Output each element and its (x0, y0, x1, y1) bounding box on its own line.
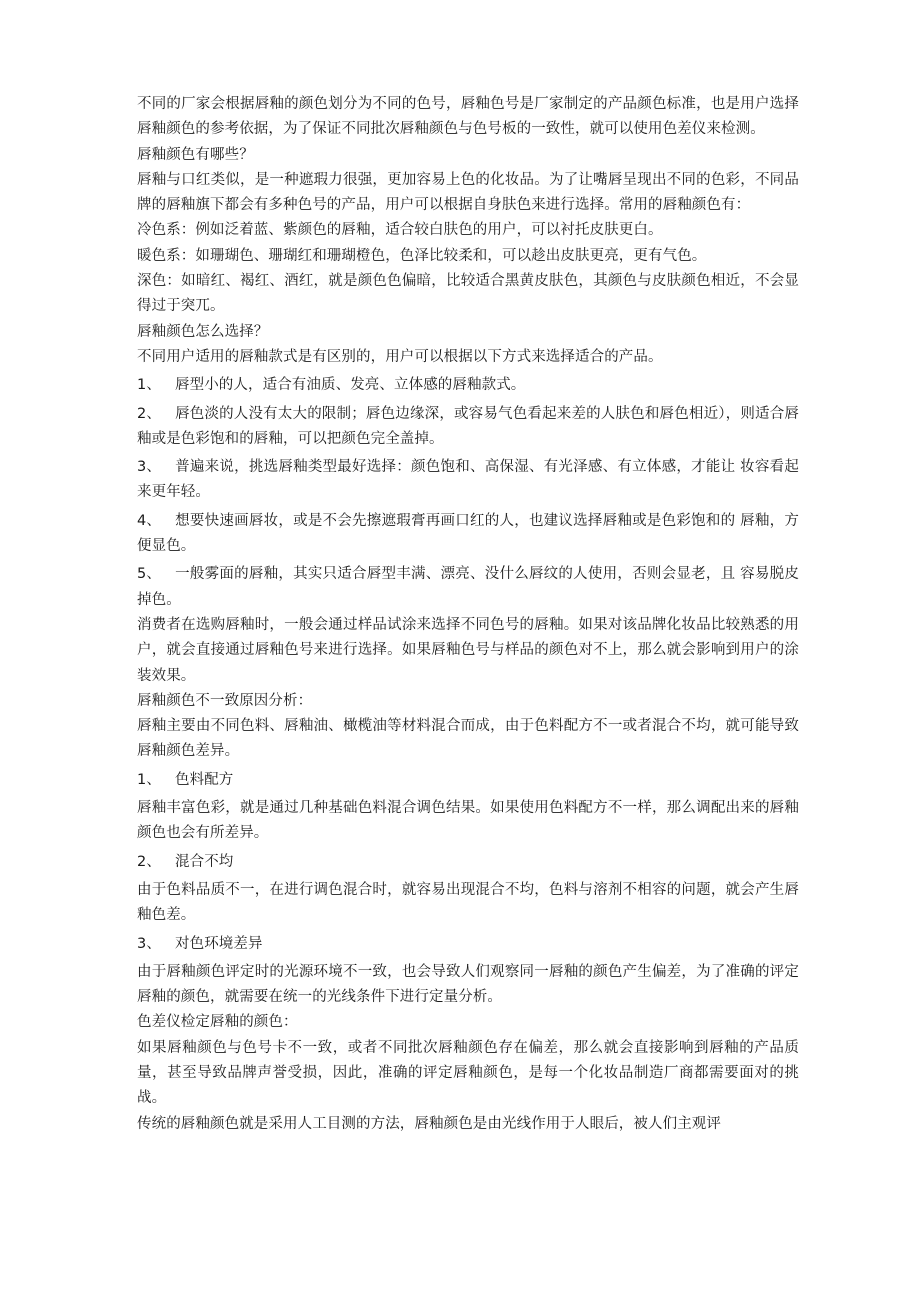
list-number: 4、 (137, 512, 161, 529)
list-number: 3、 (137, 459, 161, 476)
document-body (137, 92, 799, 1137)
paragraph-colorimeter: 如果唇釉颜色与色号卡不一致，或者不同批次唇釉颜色存在偏差，那么就会直接影响到唇釉的产品质量，甚至导致品牌声誉受损，因此，准确的评定唇釉颜色，是每一个化妆品制造厂商都需要面对的挑战。 (137, 1039, 799, 1107)
list-number: 5、 (137, 566, 161, 583)
heading-how-to-choose: 唇釉颜色怎么选择？ (137, 323, 269, 340)
list-text: 一般雾面的唇釉，其实只适合唇型丰满、漂亮、没什么唇纹的人使用，否则会显老，且 容易脱皮掉色。 (137, 566, 799, 608)
section-number: 3、 (137, 935, 161, 952)
section-title (137, 932, 799, 957)
heading-colors: 唇釉颜色有哪些？ (137, 146, 254, 163)
paragraph-cool-colors: 冷色系：例如泛着蓝、紫颜色的唇釉，适合较白肤色的用户，可以衬托皮肤更白。 (137, 222, 663, 239)
paragraph-choose-intro: 不同用户适用的唇釉款式是有区别的，用户可以根据以下方式来选择适合的产品。 (137, 348, 663, 365)
section-title-text: 色料配方 (175, 771, 234, 788)
list-item (137, 562, 799, 613)
section-number: 1、 (137, 771, 161, 788)
list-number: 1、 (137, 377, 161, 394)
paragraph-intro: 不同的厂家会根据唇釉的颜色划分为不同的色号，唇釉色号是厂家制定的产品颜色标准，也是用户选择唇釉颜色的参考依据，为了保证不同批次唇釉颜色与色号板的一致性，就可以使用色差仪来检测。 (137, 96, 799, 138)
section-text: 由于唇釉颜色评定时的光源环境不一致，也会导致人们观察同一唇釉的颜色产生偏差，为了准确的评定唇釉的颜色，就需要在统一的光线条件下进行定量分析。 (137, 963, 799, 1006)
section-text: 由于色料品质不一，在进行调色混合时，就容易出现混合不均，色料与溶剂不相容的问题，就会产生唇釉色差。 (137, 881, 799, 924)
section-number: 2、 (137, 853, 161, 870)
paragraph-colors-intro: 唇釉与口红类似，是一种遮瑕力很强，更加容易上色的化妆品。为了让嘴唇呈现出不同的色彩，不同品牌的唇釉旗下都会有多种色号的产品，用户可以根据自身肤色来进行选择。常用的唇釉颜色有： (137, 171, 799, 214)
heading-causes: 唇釉颜色不一致原因分析： (137, 692, 313, 709)
list-text: 唇型小的人，适合有油质、发亮、立体感的唇釉款式。 (175, 377, 526, 394)
section-title-text: 对色环境差异 (175, 935, 263, 952)
section-title (137, 768, 799, 793)
paragraph-dark-colors: 深色：如暗红、褐红、酒红，就是颜色色偏暗，比较适合黑黄皮肤色，其颜色与皮肤颜色相近，不会显得过于突兀。 (137, 273, 799, 315)
paragraph-consumer: 消费者在选购唇釉时，一般会通过样品试涂来选择不同色号的唇釉。如果对该品牌化妆品比较熟悉的用户，就会直接通过唇釉色号来进行选择。如果唇釉色号与样品的颜色对不上，那么就会影响到用户的涂装效果。 (137, 616, 799, 684)
section-text: 唇釉丰富色彩，就是通过几种基础色料混合调色结果。如果使用色料配方不一样，那么调配出来的唇釉颜色也会有所差异。 (137, 800, 799, 842)
list-item (137, 455, 799, 506)
list-text: 想要快速画唇妆，或是不会先擦遮瑕膏再画口红的人，也建议选择唇釉或是色彩饱和的 唇釉，方便显色。 (137, 512, 799, 555)
heading-colorimeter: 色差仪检定唇釉的颜色： (137, 1014, 298, 1031)
list-item (137, 402, 799, 453)
paragraph-causes-intro: 唇釉主要由不同色料、唇釉油、橄榄油等材料混合而成，由于色料配方不一或者混合不均，就可能导致唇釉颜色差异。 (137, 718, 799, 760)
list-text: 普遍来说，挑选唇釉类型最好选择：颜色饱和、高保湿、有光泽感、有立体感，才能让 妆容看起来更年轻。 (137, 459, 799, 501)
list-item (137, 373, 799, 398)
list-number: 2、 (137, 405, 161, 422)
section-title (137, 850, 799, 875)
list-text: 唇色淡的人没有太大的限制；唇色边缘深，或容易气色看起来差的人肤色和唇色相近），则适合唇釉或是色彩饱和的唇釉，可以把颜色完全盖掉。 (137, 405, 799, 447)
section-title-text: 混合不均 (175, 853, 234, 870)
paragraph-traditional: 传统的唇釉颜色就是采用人工目测的方法，唇釉颜色是由光线作用于人眼后，被人们主观评 (137, 1115, 721, 1132)
list-item (137, 509, 799, 560)
paragraph-warm-colors: 暖色系：如珊瑚色、珊瑚红和珊瑚橙色，色泽比较柔和，可以趁出皮肤更亮，更有气色。 (137, 247, 707, 264)
